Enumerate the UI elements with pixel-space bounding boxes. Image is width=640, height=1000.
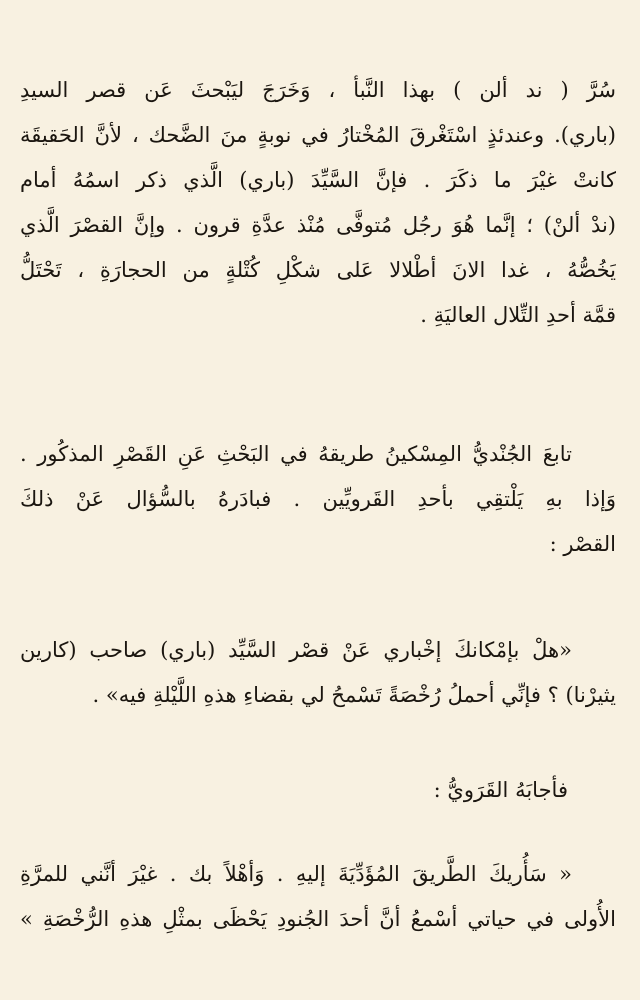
paragraph-3 (20, 628, 616, 718)
paragraph-1-line-2: (باري). وعندئذٍ اسْتَغْرقَ المُخْتارُ في نوبةٍ منَ الضَّحك ، لأنَّ الحَقيقَة (20, 123, 616, 147)
paragraph-5 (20, 852, 616, 942)
paragraph-1-line-3: كانتْ غيْرَ ما ذكَرَ . فإنَّ السَّيِّدَ (باري) الَّذي ذكر اسمُهُ أمام (20, 168, 616, 192)
paragraph-4-line-1: فأجابَهُ القَرَويُّ : (433, 778, 568, 802)
paragraph-2-line-3: القصْر : (549, 532, 616, 556)
paragraph-2-line-2: وَإذا بهِ يَلْتقِي بأحدِ القَرويِّين . فبادَرهُ بالسُّؤال عَنْ ذلكَ (20, 487, 616, 511)
paragraph-5-line-1: « سَأُريكَ الطَّريقَ المُؤَدِّيَةَ إليهِ . وَأهْلاً بك . غيْرَ أنَّني للمرَّةِ (20, 862, 572, 886)
paragraph-2 (20, 432, 616, 567)
paragraph-1-line-1: سُرَّ ( ند ألن ) بهذا النَّبأ ، وَخَرَجَ ليَبْحثَ عَن قصر السيدِ (20, 78, 616, 102)
paragraph-5-line-2: الأُولى في حياتي أسْمعُ أنَّ أحدَ الجُنودِ يَحْظَى بمثْلِ هذهِ الرُّخْصَةِ » (20, 907, 616, 931)
paragraph-1-line-6: قمَّة أحدِ التِّلال العاليَةِ . (420, 303, 616, 327)
paragraph-1-line-4: (ندْ ألنْ) ؛ إنَّما هُوَ رجُل مُتوفَّى مُنْذ عدَّةِ قرون . وإنَّ القصْرَ الَّذي (20, 213, 616, 237)
paragraph-1 (20, 68, 616, 338)
paragraph-2-line-1: تابعَ الجُنْديُّ المِسْكينُ طريقهُ في البَحْثِ عَنِ القَصْرِ المذكُور . (20, 442, 572, 466)
paragraph-1-line-5: يَخُصُّهُ ، غدا الانَ أطْلالا عَلى شكْلِ كُتْلةٍ من الحجارَةِ ، تَحْتَلُّ (20, 258, 616, 282)
paragraph-3-line-2: يثيرْنا) ؟ فإنِّي أحملُ رُخْصَةً تَسْمحُ لي بقضاءِ هذهِ اللَّيْلةِ فيه» . (92, 683, 616, 707)
paragraph-4 (20, 768, 568, 813)
paragraph-3-line-1: «هلْ بإمْكانكَ إخْباري عَنْ قصْر السَّيِّد (باري) صاحب (كارين (20, 638, 572, 662)
